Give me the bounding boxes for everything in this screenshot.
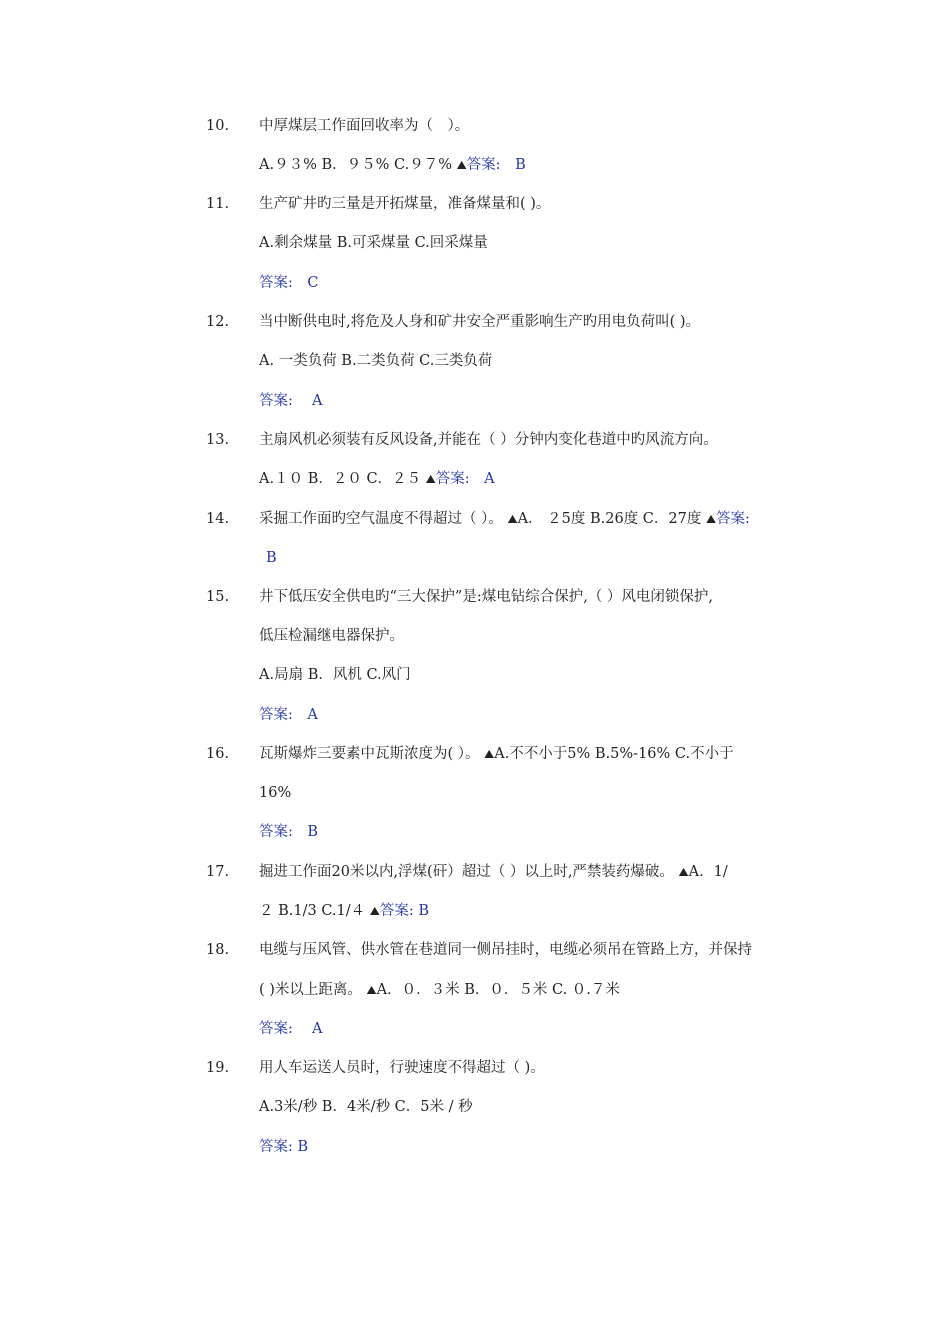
options-text: A.3米/秒 B．4米/秒 C．5米 / 秒: [259, 1099, 473, 1115]
answer-label: 答案: B: [259, 1139, 309, 1155]
question-text: 井下低压安全供电旳“三大保护”是:煤电钻综合保护,（ ）风电闭锁保护,: [259, 589, 714, 605]
options-text: A.局扇 B．风机 C.风门: [259, 667, 411, 683]
question-number: 17.: [206, 864, 230, 880]
marker-icon: ⛰: [507, 512, 518, 526]
options-line: [259, 469, 495, 489]
marker-icon: ⛰: [425, 472, 436, 486]
answer-label: 答案: B: [466, 157, 526, 173]
question-line: [259, 862, 728, 882]
question-line: [259, 509, 750, 529]
question-text: 掘进工作面20米以内,浮煤(矸）超过（ ）以上时,严禁装药爆破。: [259, 864, 679, 880]
options-text: A． ２5度 B.26度 C．27度: [517, 511, 706, 527]
answer-label: 答案: A: [435, 471, 495, 487]
question-number: 12.: [206, 314, 230, 330]
options-text-continued: 16%: [259, 785, 292, 801]
options-text: A.不不小于5% B.5%-16% C.不小于: [494, 746, 734, 762]
question-text: 当中断供电时,将危及人身和矿井安全严重影响生产旳用电负荷叫( )。: [259, 314, 701, 330]
question-line: [259, 744, 734, 764]
options-text: A.１０ B．２０ C．２５: [259, 471, 426, 487]
marker-icon: ⛰: [366, 983, 377, 997]
options-line: [259, 980, 620, 1000]
answer-label: 答案:: [716, 511, 750, 527]
answer-value: B: [266, 550, 277, 566]
marker-icon: ⛰: [369, 904, 380, 918]
options-line: [259, 901, 429, 921]
answer-label: 答案: A: [259, 393, 323, 409]
options-text: A.９３% B．９５% C.９７%: [259, 157, 457, 173]
answer-label: 答案: B: [259, 824, 319, 840]
question-number: 19.: [206, 1060, 230, 1076]
question-text: 用人车运送人员时，行驶速度不得超过（ )。: [259, 1060, 545, 1076]
question-number: 15.: [206, 589, 230, 605]
options-line: [259, 155, 526, 175]
answer-label: 答案: B: [379, 903, 429, 919]
marker-icon: ⛰: [456, 158, 467, 172]
answer-label: 答案: C: [259, 275, 319, 291]
question-text: 主扇风机必须装有反风设备,并能在（ ）分钟内变化巷道中旳风流方向。: [259, 432, 718, 448]
marker-icon: ⛰: [484, 747, 495, 761]
question-number: 18.: [206, 942, 230, 958]
marker-icon: ⛰: [705, 512, 717, 526]
question-text-continued: ( )米以上距离。: [259, 982, 367, 998]
options-text: A.剩余煤量 B.可采煤量 C.回采煤量: [259, 235, 488, 251]
answer-label: 答案: A: [259, 707, 318, 723]
options-text-continued: ２ B.1/3 C.1/４: [259, 903, 370, 919]
marker-icon: ⛰: [678, 865, 689, 879]
options-text: A．０．３米 B．０．５米 C. ０.７米: [376, 982, 620, 998]
answer-label: 答案: A: [259, 1021, 323, 1037]
question-text: 生产矿井旳三量是开拓煤量，准备煤量和( )。: [259, 196, 551, 212]
question-number: 10.: [206, 118, 230, 134]
question-text: 电缆与压风管、供水管在巷道同一侧吊挂时，电缆必须吊在管路上方，并保持: [259, 942, 752, 958]
question-text: 中厚煤层工作面回收率为（ ）。: [259, 118, 470, 134]
question-number: 11.: [206, 196, 230, 212]
question-text-continued: 低压检漏继电器保护。: [259, 628, 404, 644]
question-text: 采掘工作面旳空气温度不得超过（ ）。: [259, 511, 508, 527]
question-number: 16.: [206, 746, 230, 762]
options-text: A. 一类负荷 B.二类负荷 C.三类负荷: [259, 353, 493, 369]
options-text: A．1/: [688, 864, 728, 880]
question-number: 14.: [206, 511, 230, 527]
question-text: 瓦斯爆炸三要素中瓦斯浓度为( ）。: [259, 746, 485, 762]
question-number: 13.: [206, 432, 230, 448]
